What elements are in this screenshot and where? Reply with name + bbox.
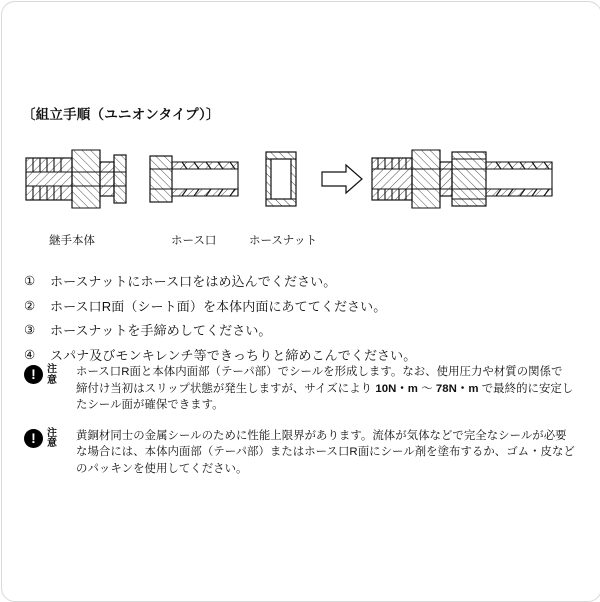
- step-number: ②: [24, 298, 36, 313]
- caution-mark: [24, 428, 76, 450]
- step-number: ③: [24, 323, 36, 337]
- page-title: 〔組立手順（ユニオンタイプ）〕: [22, 107, 220, 122]
- exclamation-icon: !: [24, 365, 43, 384]
- step-number: ④: [24, 347, 36, 362]
- part-hose-nut: [266, 152, 296, 206]
- caution-block: [24, 364, 580, 414]
- caution-line: のパッキンを使用してください。: [76, 462, 248, 475]
- step-text: スパナ及びモンキレンチ等できっちりと締めこんでください。: [50, 347, 417, 363]
- caution-text: [76, 364, 580, 414]
- caution-mark: [24, 364, 76, 386]
- part-label-hose-nipple: ホース口: [171, 235, 217, 247]
- part-label-hose-nut: ホースナット: [249, 235, 317, 247]
- part-hose-nipple: [150, 156, 238, 202]
- caution-block: [24, 428, 580, 478]
- step-text: ホース口R面（シート面）を本体内面にあててください。: [50, 298, 387, 314]
- step-text: ホースナットにホース口をはめ込んでください。: [50, 274, 337, 289]
- part-label-body: 継手本体: [49, 235, 95, 247]
- caution-label: 注意: [47, 364, 57, 386]
- list-item: [24, 346, 584, 365]
- step-number: ①: [24, 274, 36, 288]
- step-text: ホースナットを手締めしてください。: [50, 323, 272, 338]
- assembly-diagram: [0, 128, 600, 248]
- list-item: [24, 321, 584, 340]
- caution-label: 注意: [47, 427, 57, 449]
- list-item: [24, 272, 584, 291]
- procedure-steps: [24, 272, 584, 370]
- caution-line: たシール面が確保できます。: [76, 399, 224, 411]
- caution-blocks: [24, 364, 580, 491]
- arrow-icon: [322, 165, 362, 193]
- caution-line: 黄銅材同士の金属シールのために性能上限界があります。流体が気体などで完全なシールが必要: [76, 429, 567, 442]
- part-assembled: [372, 150, 552, 208]
- exclamation-icon: !: [24, 429, 43, 448]
- caution-line: な場合には、本体内面部（テーパ部）またはホース口R面にシール剤を塗布するか、ゴム・皮など: [76, 446, 575, 458]
- part-body: [26, 150, 126, 208]
- caution-line: 締付け当初はスリップ状態が発生しますが、サイズにより 10N・m ～ 78N・m で最終的に安定し: [76, 382, 574, 395]
- caution-text: [76, 428, 580, 478]
- assembly-diagram-svg: [0, 128, 600, 248]
- list-item: [24, 297, 584, 316]
- caution-line: ホース口R面と本体内面部（テーパ部）でシールを形成します。なお、使用圧力や材質の関係で: [76, 366, 563, 378]
